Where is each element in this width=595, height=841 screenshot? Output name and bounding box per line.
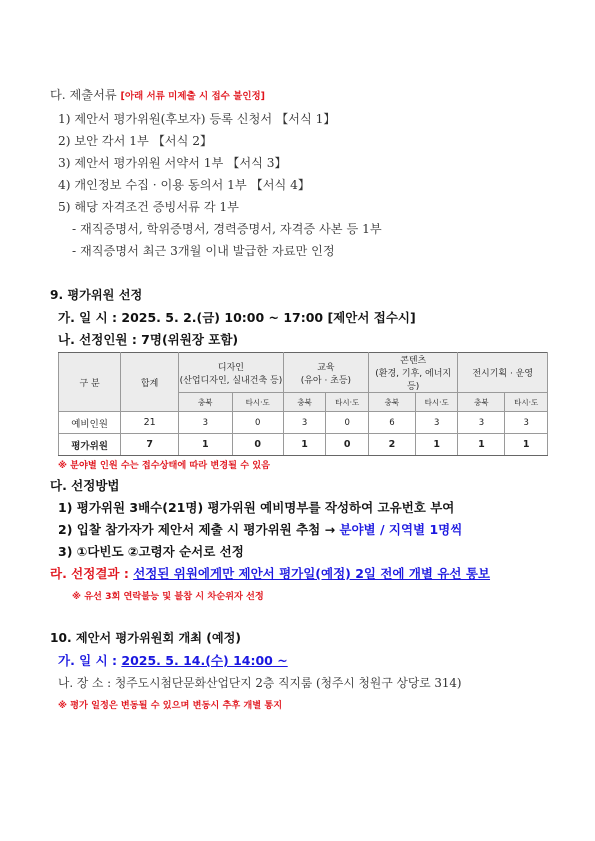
cell-value: 3: [283, 412, 326, 434]
table-row: [59, 412, 548, 434]
cell-value: 3: [505, 412, 548, 434]
col-total: 합계: [121, 353, 179, 412]
section10-date-value: 2025. 5. 14.(수) 14:00 ~: [121, 653, 288, 668]
submission-heading-note: [아래 서류 미제출 시 접수 불인정]: [120, 91, 266, 102]
table-row: [59, 434, 548, 456]
method-item-2-highlight: 분야별 / 지역별 1명씩: [339, 522, 463, 537]
submission-item-3: 3) 제안서 평가위원 서약서 1부 【서식 3】: [58, 156, 287, 170]
group-design-name: 디자인: [217, 362, 244, 373]
method-item-3: 3) ①다빈도 ②고령자 순서로 선정: [58, 544, 244, 559]
row-total: 7: [121, 434, 179, 456]
group-education-name: 교육: [317, 362, 335, 373]
submission-sub-item-1: - 재직증명서, 학위증명서, 경력증명서, 자격증 사본 등 1부: [72, 222, 382, 236]
section10-note: ※ 평가 일정은 변동될 수 있으며 변동시 추후 개별 통지: [58, 700, 283, 711]
group-content: [368, 353, 457, 393]
method-item-2: [58, 520, 462, 538]
result-line: [50, 564, 490, 582]
cell-value: 1: [458, 434, 505, 456]
cell-value: 2: [368, 434, 415, 456]
submission-heading: 다. 제출서류: [50, 88, 117, 102]
group-content-name: 콘텐츠: [400, 356, 427, 366]
region-label: 충북: [283, 393, 326, 412]
group-content-sub: (환경, 기후, 에너지 등): [375, 369, 452, 392]
region-label: 충북: [458, 393, 505, 412]
method-item-2-prefix: 2) 입찰 참가자가 제안서 제출 시 평가위원 추첨 →: [58, 522, 340, 537]
submission-heading-line: [50, 86, 265, 103]
group-exhibition-name: 전시기획 · 운영: [472, 369, 534, 379]
cell-value: 1: [179, 434, 232, 456]
group-design-sub: (산업디자인, 실내건축 등): [179, 375, 283, 386]
region-label: 타시·도: [505, 393, 548, 412]
section10-date-line: [58, 651, 288, 669]
section10-date-prefix: 가. 일 시 :: [58, 653, 122, 668]
method-title: 다. 선정방법: [50, 478, 120, 493]
region-label: 타시·도: [232, 393, 283, 412]
cell-value: 0: [232, 434, 283, 456]
group-education: [283, 353, 368, 393]
row-label: 예비인원: [59, 412, 121, 434]
section9-title: 9. 평가위원 선정: [50, 288, 143, 302]
cell-value: 1: [505, 434, 548, 456]
cell-value: 0: [232, 412, 283, 434]
submission-item-5: 5) 해당 자격조건 증빙서류 각 1부: [58, 200, 239, 214]
region-label: 타시·도: [326, 393, 369, 412]
submission-sub-item-2: - 재직증명서 최근 3개월 이내 발급한 자료만 인정: [72, 244, 335, 258]
group-exhibition: [458, 353, 548, 393]
cell-value: 0: [326, 412, 369, 434]
selection-table: [58, 352, 548, 456]
cell-value: 0: [326, 434, 369, 456]
region-label: 타시·도: [415, 393, 458, 412]
submission-item-4: 4) 개인정보 수집 · 이용 동의서 1부 【서식 4】: [58, 178, 311, 192]
group-education-sub: (유아 · 초등): [300, 375, 352, 386]
result-prefix: 라. 선정결과 :: [50, 566, 134, 581]
cell-value: 3: [458, 412, 505, 434]
section9-count: 나. 선정인원 : 7명(위원장 포함): [58, 332, 239, 347]
section10-title: 10. 제안서 평가위원회 개최 (예정): [50, 631, 241, 645]
cell-value: 3: [415, 412, 458, 434]
table-note: ※ 분야별 인원 수는 접수상태에 따라 변경될 수 있음: [58, 460, 271, 471]
cell-value: 1: [283, 434, 326, 456]
method-item-1: 1) 평가위원 3배수(21명) 평가위원 예비명부를 작성하여 고유번호 부여: [58, 500, 455, 515]
col-division: 구 분: [59, 353, 121, 412]
row-total: 21: [121, 412, 179, 434]
submission-item-1: 1) 제안서 평가위원(후보자) 등록 신청서 【서식 1】: [58, 112, 336, 126]
group-design: [179, 353, 284, 393]
section10-place: 나. 장 소 : 청주도시첨단문화산업단지 2층 직지룸 (청주시 청원구 상당로 314): [58, 676, 462, 690]
section9-date: 가. 일 시 : 2025. 5. 2.(금) 10:00 ~ 17:00 [제안서 접수시]: [58, 310, 416, 325]
row-label: 평가위원: [59, 434, 121, 456]
submission-item-2: 2) 보안 각서 1부 【서식 2】: [58, 134, 213, 148]
cell-value: 1: [415, 434, 458, 456]
region-label: 충북: [368, 393, 415, 412]
cell-value: 6: [368, 412, 415, 434]
result-text: 선정된 위원에게만 제안서 평가일(예정) 2일 전에 개별 유선 통보: [133, 566, 491, 581]
result-note: ※ 유선 3회 연락불능 및 불참 시 차순위자 선정: [72, 591, 264, 602]
region-label: 충북: [179, 393, 232, 412]
cell-value: 3: [179, 412, 232, 434]
